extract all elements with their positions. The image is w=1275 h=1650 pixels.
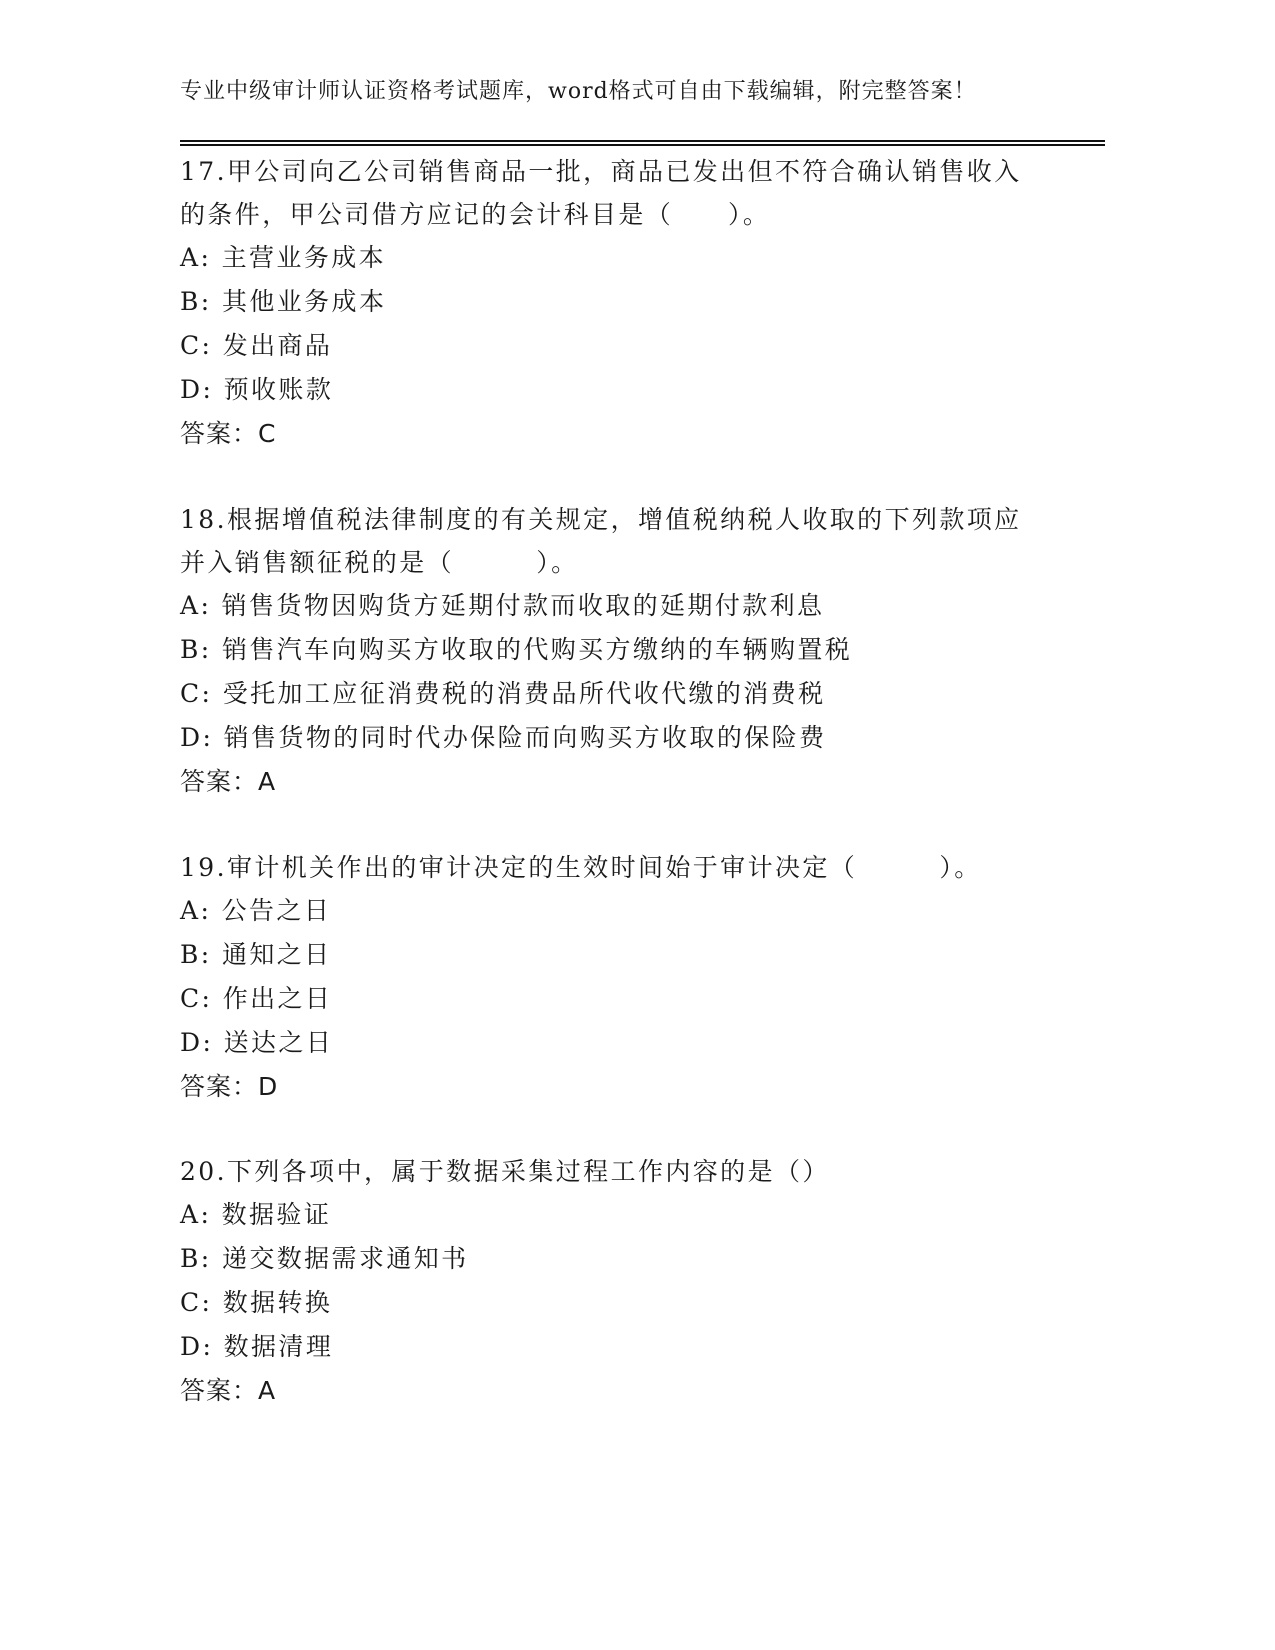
answer-line: 答案：C bbox=[180, 419, 277, 448]
option-a: A: 公告之日 bbox=[180, 896, 332, 925]
question-text bbox=[180, 846, 1040, 889]
answer-line: 答案：D bbox=[180, 1072, 279, 1101]
option-d: D: 数据清理 bbox=[180, 1332, 334, 1361]
question-number: 17. bbox=[180, 157, 227, 186]
option-c: C: 数据转换 bbox=[180, 1288, 333, 1317]
option-b: B: 销售汽车向购买方收取的代购买方缴纳的车辆购置税 bbox=[180, 635, 853, 664]
question-text bbox=[180, 498, 1040, 584]
question-number: 19. bbox=[180, 853, 227, 882]
question-stem: 甲公司向乙公司销售商品一批，商品已发出但不符合确认销售收入的条件，甲公司借方应记的会计科目是（ ）。 bbox=[180, 157, 1022, 229]
question-stem: 审计机关作出的审计决定的生效时间始于审计决定（ ）。 bbox=[226, 853, 982, 882]
header-divider bbox=[180, 140, 1105, 146]
option-c: C: 作出之日 bbox=[180, 984, 333, 1013]
option-c: C: 受托加工应征消费税的消费品所代收代缴的消费税 bbox=[180, 679, 826, 708]
question-17 bbox=[180, 150, 1040, 456]
answer-line: 答案：A bbox=[180, 1376, 277, 1405]
option-a: A: 主营业务成本 bbox=[180, 243, 387, 272]
page-header: 专业中级审计师认证资格考试题库，word格式可自由下载编辑，附完整答案！ bbox=[180, 79, 977, 104]
option-d: D: 预收账款 bbox=[180, 375, 334, 404]
option-c: C: 发出商品 bbox=[180, 331, 333, 360]
question-text bbox=[180, 150, 1040, 236]
option-b: B: 递交数据需求通知书 bbox=[180, 1244, 469, 1273]
option-a: A: 销售货物因购货方延期付款而收取的延期付款利息 bbox=[180, 591, 825, 620]
question-20 bbox=[180, 1150, 1040, 1413]
option-b: B: 通知之日 bbox=[180, 940, 332, 969]
option-b: B: 其他业务成本 bbox=[180, 287, 387, 316]
answer-line: 答案：A bbox=[180, 767, 277, 796]
question-number: 20. bbox=[180, 1157, 227, 1186]
question-stem: 根据增值税法律制度的有关规定，增值税纳税人收取的下列款项应并入销售额征税的是（ ）。 bbox=[180, 505, 1022, 577]
question-stem: 下列各项中，属于数据采集过程工作内容的是（） bbox=[226, 1157, 830, 1186]
question-18 bbox=[180, 498, 1040, 804]
question-text bbox=[180, 1150, 1040, 1193]
option-a: A: 数据验证 bbox=[180, 1200, 332, 1229]
option-d: D: 送达之日 bbox=[180, 1028, 334, 1057]
option-d: D: 销售货物的同时代办保险而向购买方收取的保险费 bbox=[180, 723, 827, 752]
question-19 bbox=[180, 846, 1040, 1109]
question-number: 18. bbox=[180, 505, 227, 534]
